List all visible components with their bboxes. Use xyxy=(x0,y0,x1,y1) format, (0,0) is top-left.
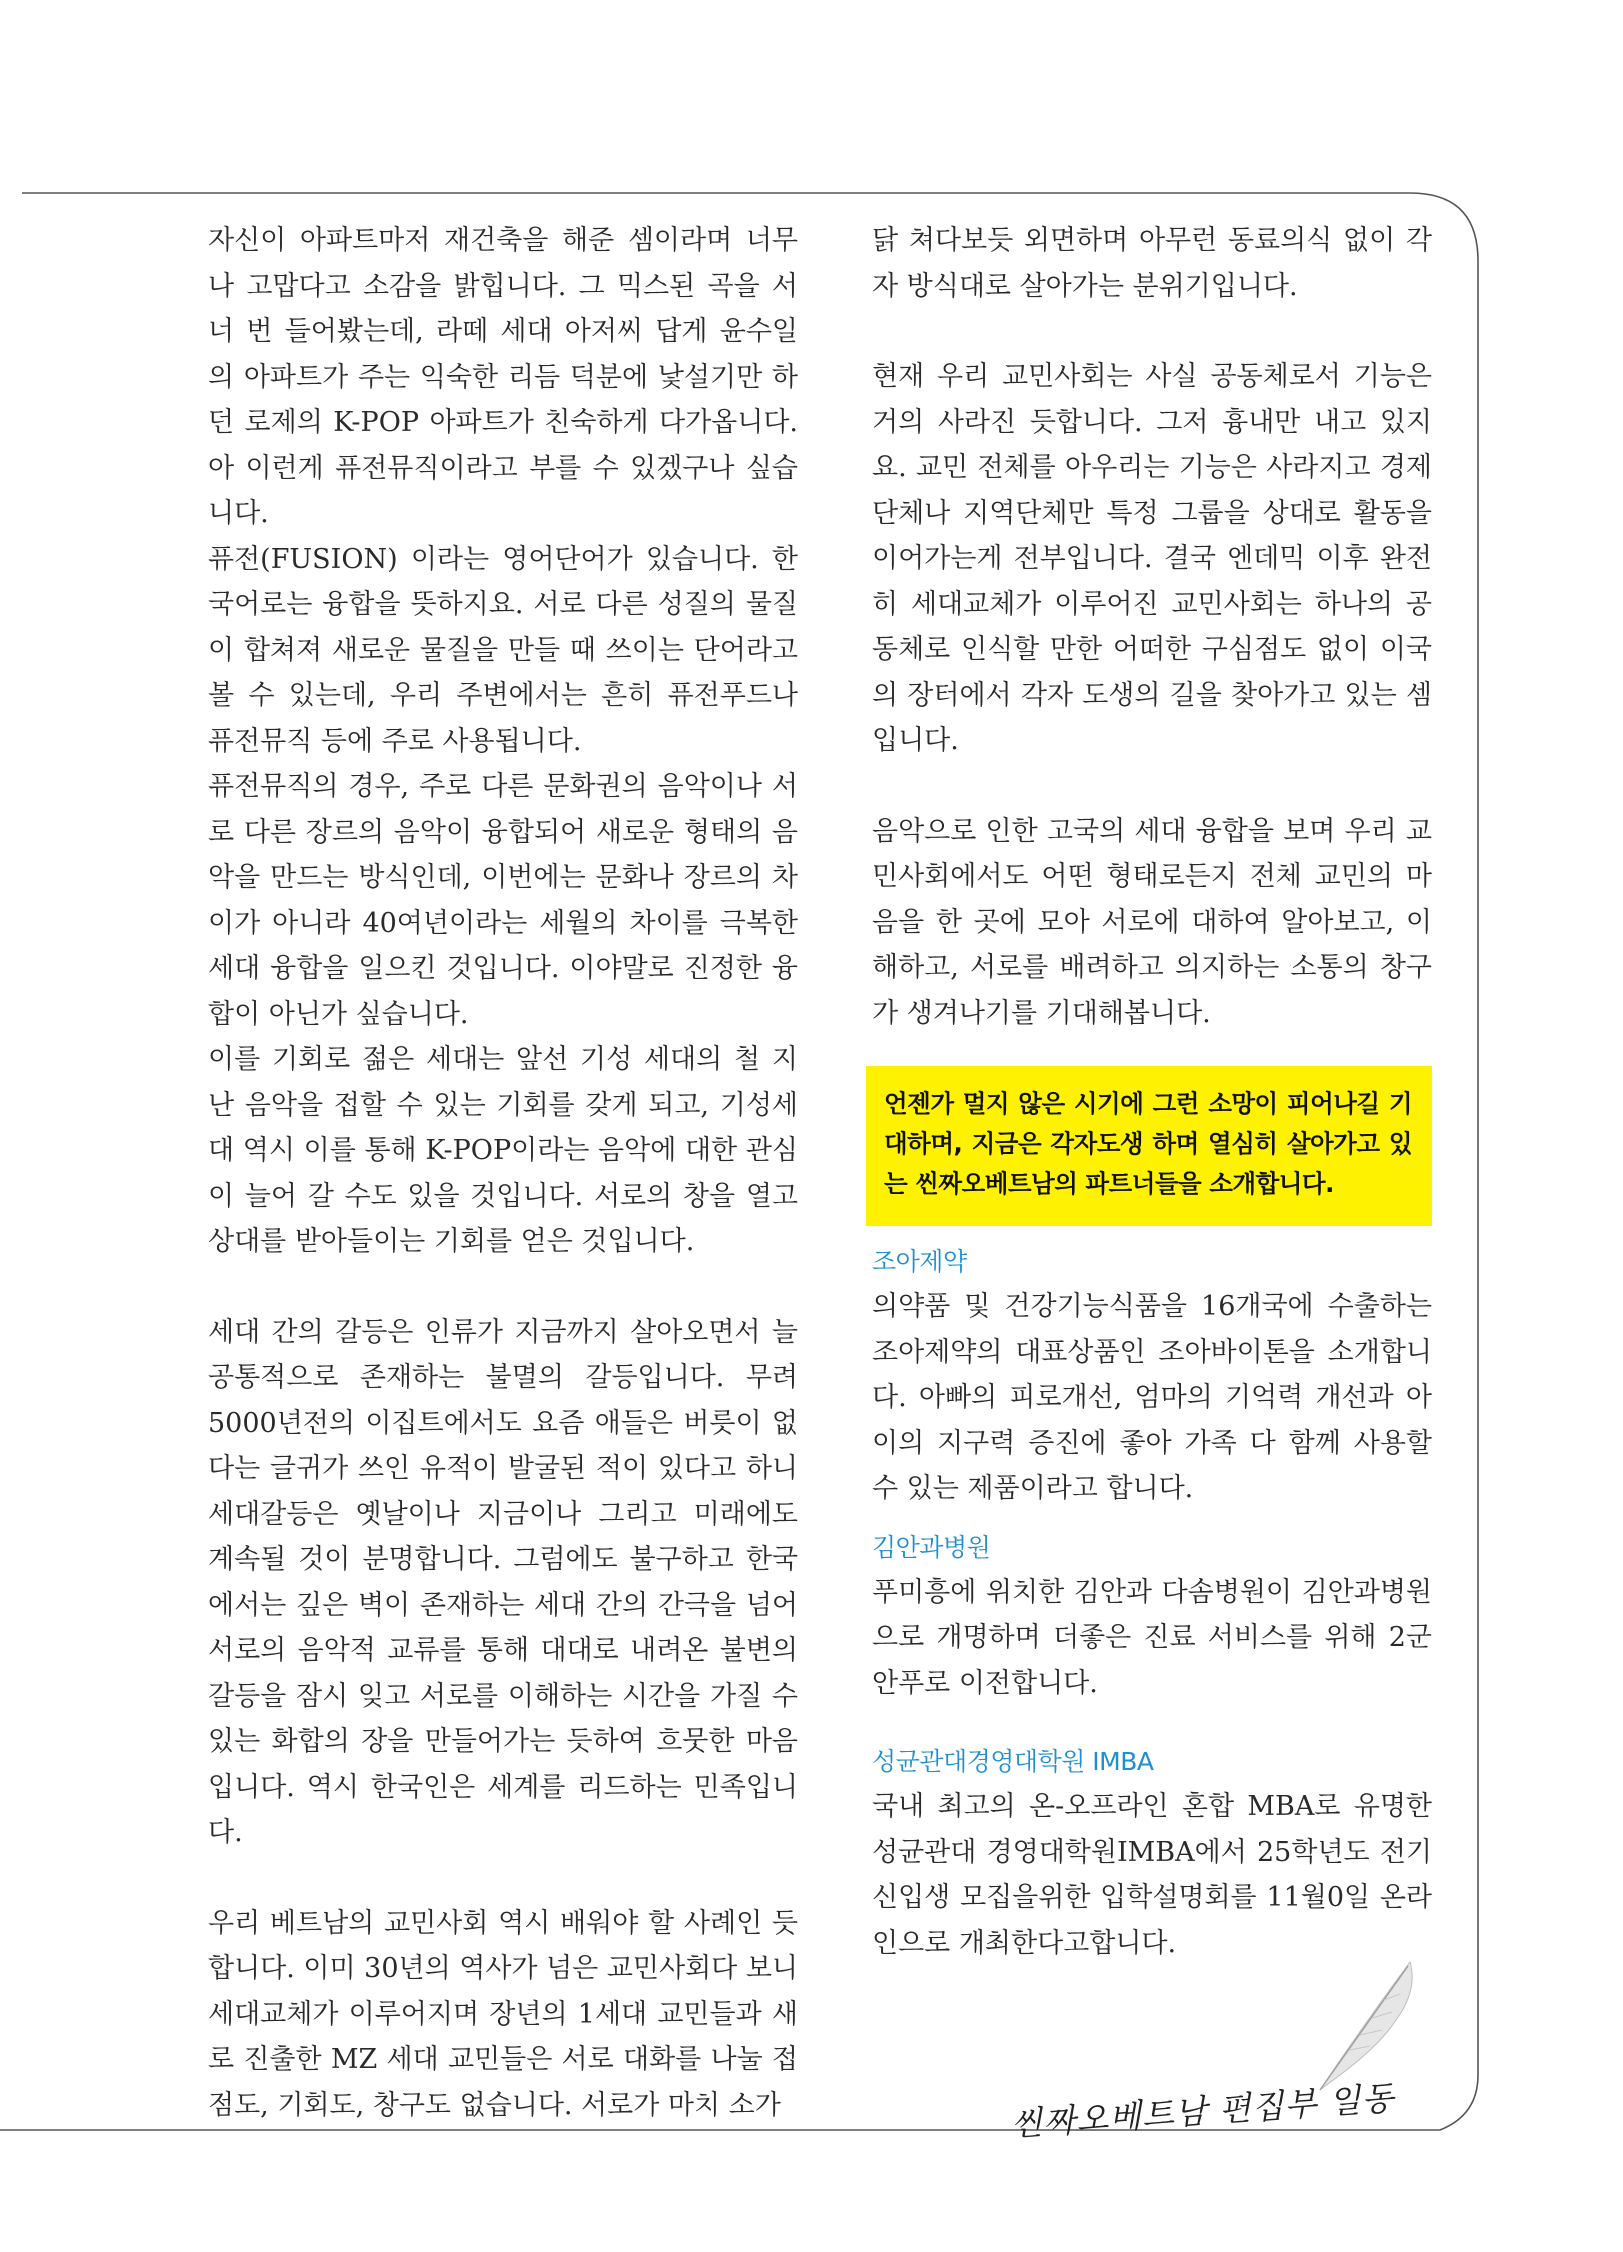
paragraph: 닭 쳐다보듯 외면하며 아무런 동료의식 없이 각자 방식대로 살아가는 분위기입니다. xyxy=(872,225,1432,302)
paragraph: 퓨전(FUSION) 이라는 영어단어가 있습니다. 한국어로는 융합을 뜻하지요. 서로 다른 성질의 물질이 합쳐져 새로운 물질을 만들 때 쓰이는 단어라고 볼 수 있는데, 우리 주변에서는 흔히 퓨전푸드나 퓨전뮤직 등에 주로 사용됩니다. xyxy=(208,543,798,757)
paragraph: 자신이 아파트마저 재건축을 해준 셈이라며 너무나 고맙다고 소감을 밝힙니다. 그 믹스된 곡을 서너 번 들어봤는데, 라떼 세대 아저씨 답게 윤수일의 아파트가 주는 익숙한 리듬 덕분에 낯설기만 하던 로제의 K-POP 아파트가 친숙하게 다가옵니다. 아 이런게 퓨전뮤직이라고 부를 수 있겠구나 싶습니다. xyxy=(208,225,798,529)
partner-title: 조아제약 xyxy=(872,1247,967,1276)
paragraph: 현재 우리 교민사회는 사실 공동체로서 기능은 거의 사라진 듯합니다. 그저 흉내만 내고 있지요. 교민 전체를 아우리는 기능은 사라지고 경제단체나 지역단체만 특정 그룹을 상대로 활동을 이어가는게 전부입니다. 결국 엔데믹 이후 완전히 세대교체가 이루어진 교민사회는 하나의 공동체로 인식할 만한 어떠한 구심점도 없이 이국의 장터에서 각자 도생의 길을 찾아가고 있는 셈입니다. xyxy=(872,361,1432,756)
paragraph: 이를 기회로 젊은 세대는 앞선 기성 세대의 철 지난 음악을 접할 수 있는 기회를 갖게 되고, 기성세대 역시 이를 통해 K-POP이라는 음악에 대한 관심이 늘어 갈 수도 있을 것입니다. 서로의 창을 열고 상대를 받아들이는 기회를 얻은 것입니다. xyxy=(208,1044,798,1257)
paragraph: 우리 베트남의 교민사회 역시 배워야 할 사례인 듯 합니다. 이미 30년의 역사가 넘은 교민사회다 보니 세대교체가 이루어지며 장년의 1세대 교민들과 새로 진출한 MZ 세대 교민들은 서로 대화를 나눌 접점도, 기회도, 창구도 없습니다. 서로가 마치 소가 xyxy=(208,1907,798,2121)
paragraph: 음악으로 인한 고국의 세대 융합을 보며 우리 교민사회에서도 어떤 형태로든지 전체 교민의 마음을 한 곳에 모아 서로에 대하여 알아보고, 이해하고, 서로를 배려하고 의지하는 소통의 창구가 생겨나기를 기대해봅니다. xyxy=(872,815,1432,1029)
left-column xyxy=(208,218,798,2128)
paragraph: 퓨전뮤직의 경우, 주로 다른 문화권의 음악이나 서로 다른 장르의 음악이 융합되어 새로운 형태의 음악을 만드는 방식인데, 이번에는 문화나 장르의 차이가 아니라 40여년이라는 세월의 차이를 극복한 세대 융합을 일으킨 것입니다. 이야말로 진정한 융합이 아닌가 싶습니다. xyxy=(208,771,798,1030)
paragraph: 세대 간의 갈등은 인류가 지금까지 살아오면서 늘 공통적으로 존재하는 불멸의 갈등입니다. 무려 5000년전의 이집트에서도 요즘 애들은 버릇이 없다는 글귀가 쓰인 유적이 발굴된 적이 있다고 하니 세대갈등은 옛날이나 지금이나 그리고 미래에도 계속될 것이 분명합니다. 그럼에도 불구하고 한국에서는 깊은 벽이 존재하는 세대 간의 간극을 넘어 서로의 음악적 교류를 통해 대대로 내려온 불변의 갈등을 잠시 잊고 서로를 이해하는 시간을 가질 수 있는 화합의 장을 만들어가는 듯하여 흐뭇한 마음입니다. 역시 한국인은 세계를 리드하는 민족입니다. xyxy=(208,1316,798,1848)
right-column xyxy=(872,218,1432,1966)
signature: 씬짜오베트남 편집부 일동 xyxy=(1009,2078,1396,2144)
partner-description: 국내 최고의 온-오프라인 혼합 MBA로 유명한성균관대 경영대학원IMBA에서 25학년도 전기신입생 모집을위한 입학설명회를 11월0일 온라인으로 개최한다고합니다. xyxy=(872,1791,1432,1959)
highlight-box: 언젠가 멀지 않은 시기에 그런 소망이 피어나길 기대하며, 지금은 각자도생 하며 열심히 살아가고 있는 씬짜오베트남의 파트너들을 소개합니다. xyxy=(866,1066,1432,1226)
partner-description: 푸미흥에 위치한 김안과 다솜병원이 김안과병원으로 개명하며 더좋은 진료 서비스를 위해 2군 안푸로 이전합니다. xyxy=(872,1576,1432,1699)
partner-title: 김안과병원 xyxy=(872,1532,991,1562)
partner-title: 성균관대경영대학원 IMBA xyxy=(872,1747,1154,1776)
partner-description: 의약품 및 건강기능식품을 16개국에 수출하는 조아제약의 대표상품인 조아바이톤을 소개합니다. 아빠의 피로개선, 엄마의 기억력 개선과 아이의 지구력 증진에 좋아 가족 다 함께 사용할 수 있는 제품이라고 합니다. xyxy=(872,1291,1432,1504)
